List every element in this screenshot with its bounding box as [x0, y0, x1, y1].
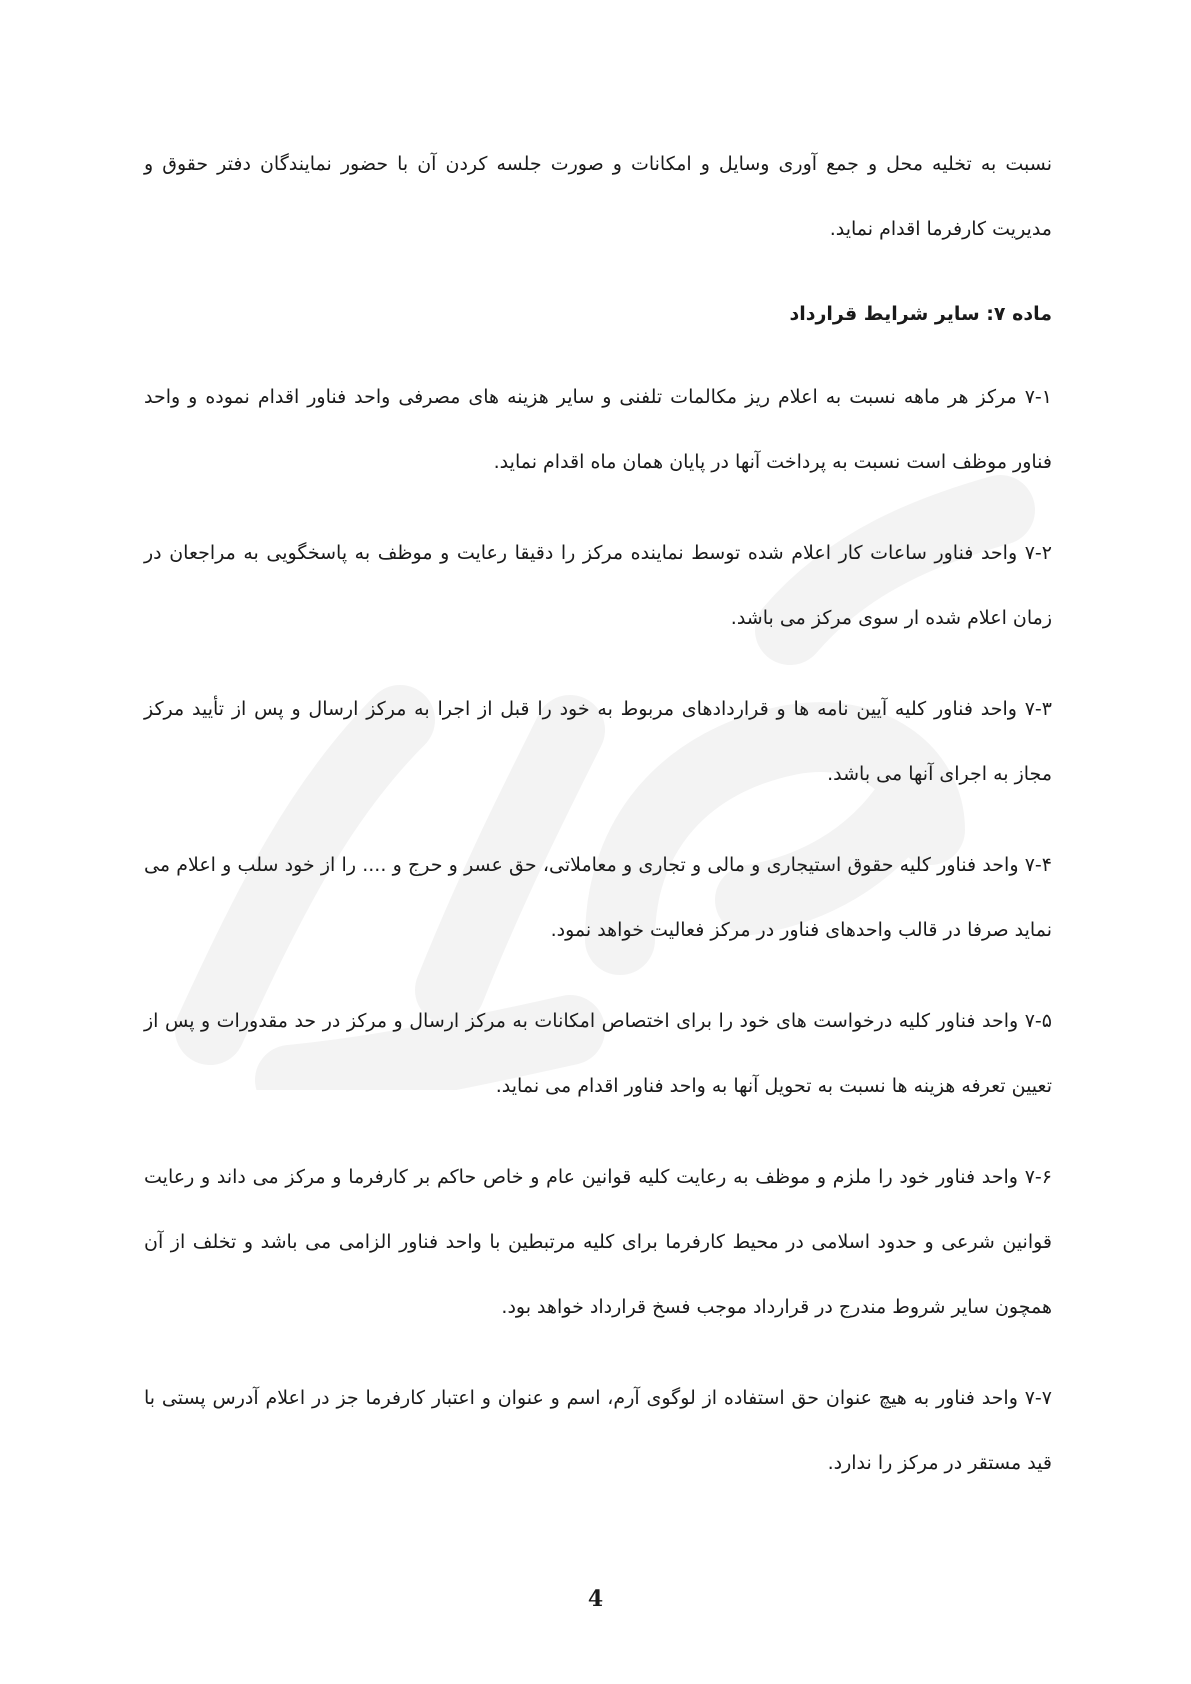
clause-7-1: ۷-۱ مرکز هر ماهه نسبت به اعلام ریز مکالمات تلفنی و سایر هزینه های مصرفی واحد فناور اقدام نموده و واحد فناور موظف است نسبت به پرداخت آنها در پایان همان ماه اقدام نماید. — [144, 386, 1052, 473]
clause-7-7: ۷-۷ واحد فناور به هیچ عنوان حق استفاده از لوگوی آرم، اسم و عنوان و اعتبار کارفرما جز در اعلام آدرس پستی با قید مستقر در مرکز را ندارد. — [144, 1387, 1052, 1474]
clause-7-4: ۷-۴ واحد فناور کلیه حقوق استیجاری و مالی و تجاری و معاملاتی، حق عسر و حرج و .... را از خود سلب و اعلام می نماید صرفا در قالب واحدهای فناور در مرکز فعالیت خواهد نمود. — [144, 854, 1052, 941]
clause-7-2: ۷-۲ واحد فناور ساعات کار اعلام شده توسط نماینده مرکز را دقیقا رعایت و موظف به پاسخگویی به مراجعان در زمان اعلام شده ار سوی مرکز می باشد. — [144, 542, 1052, 629]
section-heading: ماده ۷: سایر شرایط قرارداد — [789, 303, 1052, 325]
clause-7-3: ۷-۳ واحد فناور کلیه آیین نامه ها و قراردادهای مربوط به خود را قبل از اجرا به مرکز ارسال و پس از تأیید مرکز مجاز به اجرای آنها می باشد. — [144, 698, 1052, 785]
document-body — [144, 132, 1052, 1496]
clause-7-6: ۷-۶ واحد فناور خود را ملزم و موظف به رعایت کلیه قوانین عام و خاص حاکم بر کارفرما و مرکز می داند و رعایت قوانین شرعی و حدود اسلامی در محیط کارفرما برای کلیه مرتبطین با واحد فناور الزامی می باشد و تخلف از آن همچون سایر شروط مندرج در قرارداد موجب فسخ قرارداد خواهد بود. — [144, 1166, 1052, 1318]
page-number: 4 — [587, 1586, 604, 1612]
intro-paragraph: نسبت به تخلیه محل و جمع آوری وسایل و امکانات و صورت جلسه کردن آن با حضور نمایندگان دفتر حقوق و مدیریت کارفرما اقدام نماید. — [144, 153, 1052, 240]
clause-7-5: ۷-۵ واحد فناور کلیه درخواست های خود را برای اختصاص امکانات به مرکز ارسال و مرکز در حد مقدورات و پس از تعیین تعرفه هزینه ها نسبت به تحویل آنها به واحد فناور اقدام می نماید. — [144, 1010, 1052, 1097]
